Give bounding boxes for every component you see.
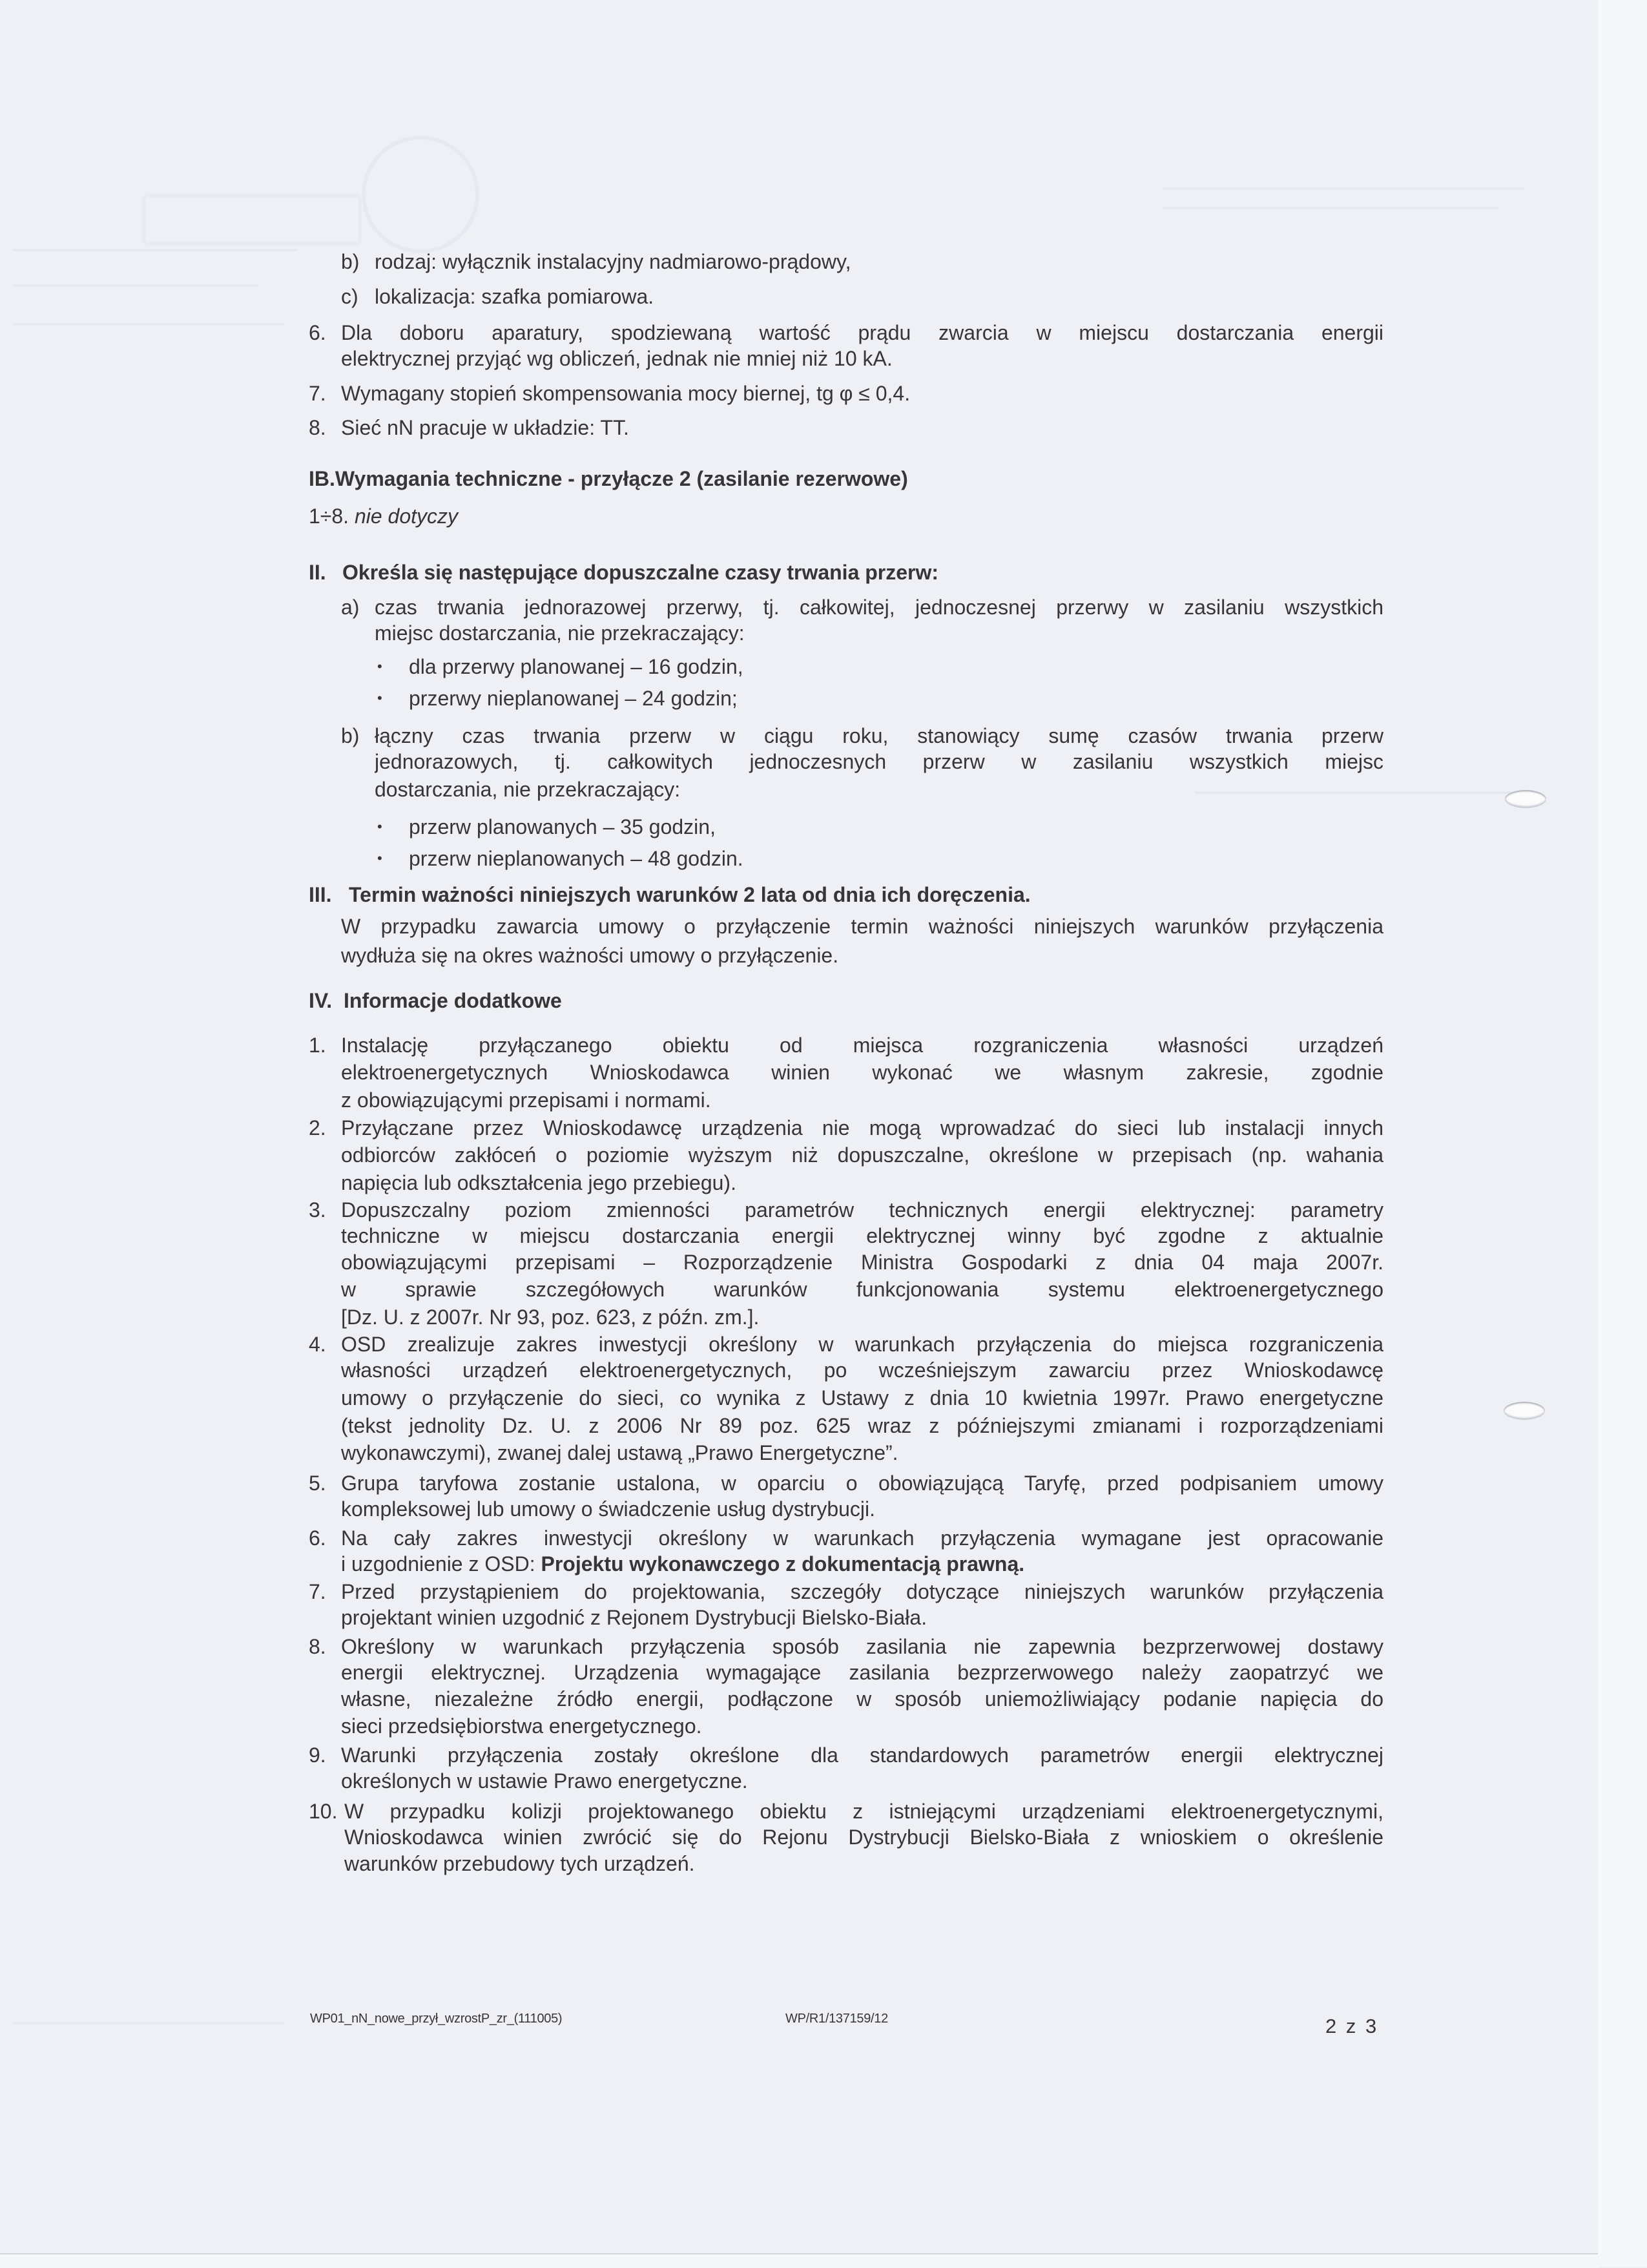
list-item-line: (tekst jednolity Dz. U. z 2006 Nr 89 poz. 625 wraz z późniejszymi zmianami i rozporządzeniami	[341, 1414, 1383, 1437]
bullet-icon: •	[377, 658, 382, 674]
list-item-number: 4.	[309, 1333, 326, 1356]
item-range: 1÷8.	[309, 505, 349, 528]
list-item-line: Na cały zakres inwestycji określony w warunkach przyłączenia wymagane jest opracowanie	[341, 1526, 1383, 1550]
list-item-line: kompleksowej lub umowy o świadczenie usług dystrybucji.	[341, 1497, 876, 1521]
list-item-number: 7.	[309, 382, 326, 405]
list-item-line: Określony w warunkach przyłączenia sposób zasilania nie zapewnia bezprzerwowej dostawy	[341, 1635, 1383, 1658]
bullet-icon: •	[377, 850, 382, 866]
list-item-number: 10.	[309, 1800, 338, 1823]
list-item-line: określonych w ustawie Prawo energetyczne.	[341, 1769, 748, 1793]
list-item-line: Wymagany stopień skompensowania mocy biernej, tg φ ≤ 0,4.	[341, 382, 911, 405]
bullet-text: dla przerwy planowanej – 16 godzin,	[409, 655, 743, 678]
show-through-line	[1163, 207, 1498, 209]
section-heading	[309, 466, 908, 492]
page-indicator: 2 z 3	[1325, 2015, 1379, 2037]
show-through-line	[13, 323, 284, 326]
list-item-bold-text: Projektu wykonawczego z dokumentacją prawną.	[541, 1552, 1025, 1576]
list-item-line: warunków przebudowy tych urządzeń.	[344, 1852, 695, 1875]
list-item-line: odbiorców zakłóceń o poziomie wyższym niż dopuszczalne, określone w przepisach (np. wahania	[341, 1143, 1383, 1167]
bullet-text: przerw nieplanowanych – 48 godzin.	[409, 847, 743, 870]
scanner-margin	[1598, 0, 1647, 2267]
bullet-icon: •	[377, 818, 382, 835]
sub-item-line: jednorazowych, tj. całkowitych jednoczesnych przerw w zasilaniu wszystkich miejsc	[375, 750, 1383, 773]
list-item-number: 3.	[309, 1198, 326, 1222]
list-item-line: wykonawczymi), zwanej dalej ustawą „Prawo Energetyczne”.	[341, 1441, 898, 1464]
list-item-number: 9.	[309, 1743, 326, 1767]
paragraph-line: wydłuża się na okres ważności umowy o przyłączenie.	[341, 944, 839, 967]
list-item-line: techniczne w miejscu dostarczania energii elektrycznej winny być zgodne z aktualnie	[341, 1224, 1383, 1247]
list-item-line: sieci przedsiębiorstwa energetycznego.	[341, 1714, 702, 1738]
sub-item-line: czas trwania jednorazowej przerwy, tj. całkowitej, jednoczesnej przerwy w zasilaniu wszystkich	[375, 596, 1383, 619]
list-item-number: 2.	[309, 1116, 326, 1139]
section-number: IB.	[309, 467, 335, 490]
list-item-number: 8.	[309, 416, 326, 439]
list-item-line: projektant winien uzgodnić z Rejonem Dystrybucji Bielsko-Biała.	[341, 1606, 927, 1629]
section-number: II.	[309, 561, 326, 584]
template-code: WP01_nN_nowe_przył_wzrostP_zr_(111005)	[310, 2012, 563, 2026]
sub-item-label: c)	[341, 285, 358, 308]
section-title: Określa się następujące dopuszczalne czasy trwania przerw:	[342, 561, 939, 584]
list-item-number: 5.	[309, 1472, 326, 1495]
section-title: Informacje dodatkowe	[344, 989, 562, 1012]
list-item-line: Dopuszczalny poziom zmienności parametrów technicznych energii elektrycznej: parametry	[341, 1198, 1383, 1222]
section-number: IV.	[309, 989, 333, 1012]
bullet-text: przerw planowanych – 35 godzin,	[409, 815, 716, 838]
show-through-line	[13, 2022, 284, 2024]
scanner-bottom-edge	[0, 2253, 1598, 2268]
punch-hole	[1505, 790, 1546, 808]
bullet-icon: •	[377, 690, 382, 706]
show-through-logo-word	[142, 194, 362, 245]
list-item-line: w sprawie szczegółowych warunków funkcjonowania systemu elektroenergetycznego	[341, 1278, 1383, 1301]
list-item-line: Przed przystąpieniem do projektowania, szczegóły dotyczące niniejszych warunków przyłączenia	[341, 1580, 1383, 1603]
bullet-text: przerwy nieplanowanej – 24 godzin;	[409, 687, 738, 710]
list-item-line: umowy o przyłączenie do sieci, co wynika z Ustawy z dnia 10 kwietnia 1997r. Prawo energetyczne	[341, 1386, 1383, 1410]
sub-item-text: rodzaj: wyłącznik instalacyjny nadmiarowo-prądowy,	[375, 250, 851, 273]
list-item-line: napięcia lub odkształcenia jego przebiegu).	[341, 1171, 736, 1194]
punch-hole	[1504, 1402, 1545, 1420]
list-item-line: OSD zrealizuje zakres inwestycji określony w warunkach przyłączenia do miejsca rozgraniczenia	[341, 1333, 1383, 1356]
sub-item-label: b)	[341, 250, 360, 273]
sub-item-line: dostarczania, nie przekraczający:	[375, 778, 681, 801]
list-item-line: energii elektrycznej. Urządzenia wymagające zasilania bezprzerwowego należy zaopatrzyć we	[341, 1661, 1383, 1684]
list-item-line: Dla doboru aparatury, spodziewaną wartość prądu zwarcia w miejscu dostarczania energii	[341, 321, 1383, 344]
show-through-line	[13, 249, 297, 251]
list-item-line: Warunki przyłączenia zostały określone dla standardowych parametrów energii elektrycznej	[341, 1743, 1383, 1767]
sub-item-line: miejsc dostarczania, nie przekraczający:	[375, 621, 745, 645]
section-title: Termin ważności niniejszych warunków 2 lata od dnia ich doręczenia.	[349, 883, 1031, 906]
not-applicable-note	[309, 503, 458, 529]
list-item-number: 8.	[309, 1635, 326, 1658]
list-item-line: [Dz. U. z 2007r. Nr 93, poz. 623, z późn. zm.].	[341, 1306, 760, 1329]
list-item-number: 6.	[309, 1526, 326, 1550]
show-through-logo-mark	[362, 136, 479, 253]
list-item-line: własne, niezależne źródło energii, podłączone w sposób uniemożliwiający podanie napięcia do	[341, 1687, 1383, 1711]
list-item-line	[341, 1551, 1383, 1577]
sub-item-line: łączny czas trwania przerw w ciągu roku, stanowiący sumę czasów trwania przerw	[375, 724, 1383, 747]
list-item-line: Grupa taryfowa zostanie ustalona, w oparciu o obowiązującą Taryfę, przed podpisaniem umowy	[341, 1472, 1383, 1495]
list-item-line: Instalację przyłączanego obiektu od miejsca rozgraniczenia własności urządzeń	[341, 1034, 1383, 1057]
sub-item-label: b)	[341, 724, 360, 747]
note-text: nie dotyczy	[354, 505, 459, 528]
document-number: WP/R1/137159/12	[785, 2012, 888, 2026]
sub-item-label: a)	[341, 596, 360, 619]
list-item-line: W przypadku kolizji projektowanego obiektu z istniejącymi urządzeniami elektroenergetycznymi,	[344, 1800, 1383, 1823]
section-number: III.	[309, 883, 332, 906]
list-item-number: 7.	[309, 1580, 326, 1603]
list-item-line: Sieć nN pracuje w układzie: TT.	[341, 416, 629, 439]
section-title: Wymagania techniczne - przyłącze 2 (zasilanie rezerwowe)	[335, 467, 908, 490]
sub-item-text: lokalizacja: szafka pomiarowa.	[375, 285, 654, 308]
list-item-line: własności urządzeń elektroenergetycznych, po wcześniejszym zawarciu przez Wnioskodawcę	[341, 1358, 1383, 1382]
show-through-line	[13, 284, 258, 287]
list-item-line: Przyłączane przez Wnioskodawcę urządzenia nie mogą wprowadzać do sieci lub instalacji innych	[341, 1116, 1383, 1139]
list-item-text: i uzgodnienie z OSD:	[341, 1552, 541, 1576]
list-item-number: 6.	[309, 321, 326, 344]
list-item-line: z obowiązującymi przepisami i normami.	[341, 1088, 711, 1112]
show-through-line	[1163, 187, 1524, 190]
list-item-number: 1.	[309, 1034, 326, 1057]
list-item-line: obowiązującymi przepisami – Rozporządzenie Ministra Gospodarki z dnia 04 maja 2007r.	[341, 1251, 1383, 1274]
paragraph-line: W przypadku zawarcia umowy o przyłączenie termin ważności niniejszych warunków przyłączenia	[341, 915, 1383, 938]
list-item-line: Wnioskodawca winien zwrócić się do Rejonu Dystrybucji Bielsko-Biała z wnioskiem o określenie	[344, 1826, 1383, 1849]
list-item-line: elektrycznej przyjąć wg obliczeń, jednak nie mniej niż 10 kA.	[341, 347, 893, 370]
list-item-line: elektroenergetycznych Wnioskodawca winien wykonać we własnym zakresie, zgodnie	[341, 1061, 1383, 1084]
